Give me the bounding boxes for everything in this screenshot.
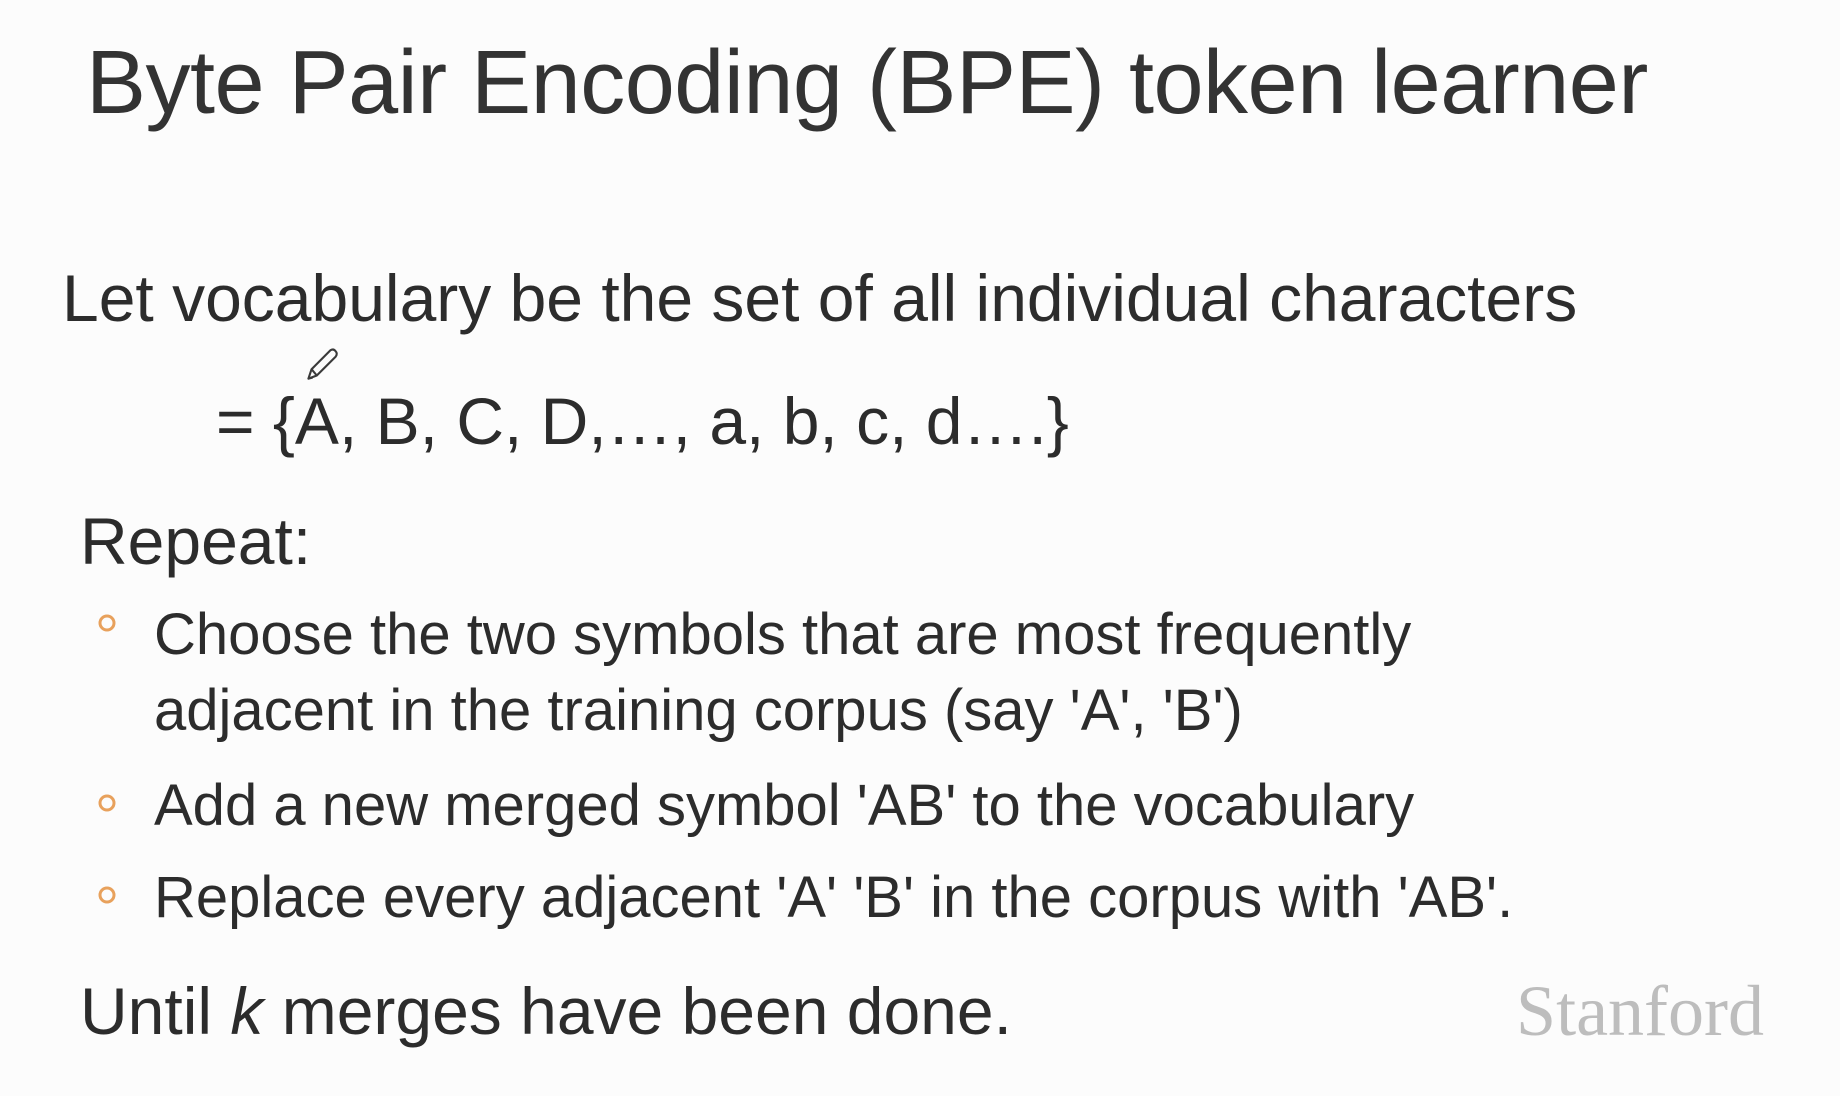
slide-title: Byte Pair Encoding (BPE) token learner [86, 33, 1648, 133]
until-prefix: Until [80, 974, 231, 1048]
step-replace-pairs: Replace every adjacent 'A' 'B' in the corpus with 'AB'. [154, 865, 1514, 930]
vocabulary-set: = {A, B, C, D,…, a, b, c, d….} [216, 384, 1069, 458]
step-choose-pair-line1: Choose the two symbols that are most frequently [154, 602, 1412, 667]
repeat-heading: Repeat: [80, 504, 312, 578]
step-choose-pair-line2: adjacent in the training corpus (say 'A', 'B') [154, 678, 1243, 743]
step-add-symbol: Add a new merged symbol 'AB' to the vocabulary [154, 773, 1415, 838]
bullet-icon [96, 612, 118, 634]
bullet-icon [96, 792, 118, 814]
until-condition [80, 975, 1012, 1048]
pen-icon [300, 344, 342, 386]
stanford-logo: Stanford [1516, 971, 1764, 1051]
step-choose-pair [154, 597, 1411, 749]
bullet-icon [96, 884, 118, 906]
until-suffix: merges have been done. [263, 974, 1012, 1048]
vocabulary-definition: Let vocabulary be the set of all individual characters [62, 261, 1578, 335]
merge-count-variable: k [230, 974, 264, 1048]
